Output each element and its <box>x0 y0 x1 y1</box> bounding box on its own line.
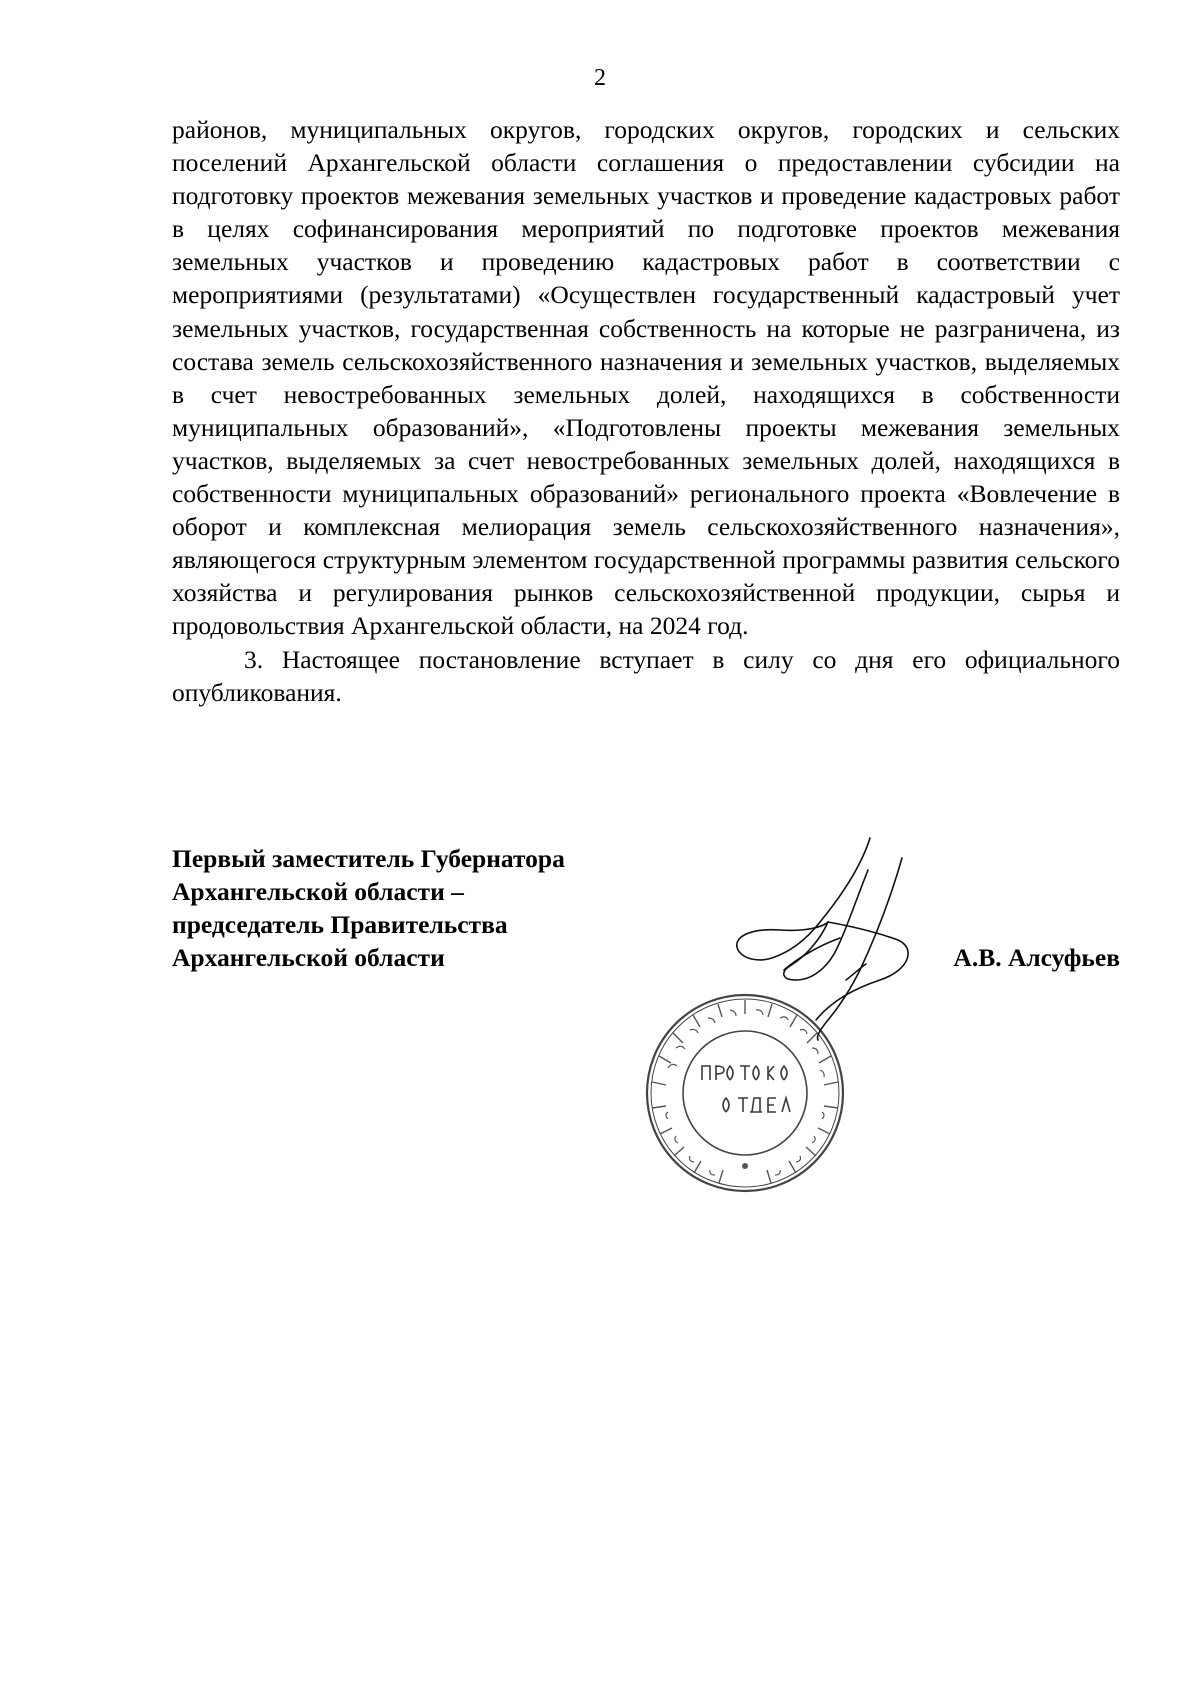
signer-position-line: Архангельской области – <box>172 877 464 906</box>
signer-position-line: председатель Правительства <box>172 910 508 939</box>
signer-name: А.В. Алсуфьев <box>953 943 1120 972</box>
signer-position <box>172 842 565 974</box>
handwritten-signature <box>720 830 930 1050</box>
paragraph-item-3: 3. Настоящее постановление вступает в силу со дня его официального опубликования. <box>172 644 1120 707</box>
signer-position-line: Первый заместитель Губернатора <box>172 844 565 873</box>
paragraph-continuation: районов, муниципальных округов, городских округов, городских и сельских поселений Архангельской области соглашения о предоставлении субсидии на подготовку проектов межевания земельных участков и проведение кадастровых работ в целях софинансирования мероприятий по подготовке проектов межевания земельных участков и проведению кадастровых работ в соответствии с мероприятиями (результатами) «Осуществлен государственный кадастровый учет земельных участков, государственная собственность на которые не разграничена, из состава земель сельскохозяйственного назначения и земельных участков, выделяемых в счет невостребованных земельных долей, находящихся в собственности муниципальных образований», «Подготовлены проекты межевания земельных участков, выделяемых за счет невостребованных земельных долей, находящихся в собственности муниципальных образований» регионального проекта «Вовлечение в оборот и комплексная мелиорация земель сельскохозяйственного назначения», являющегося структурным элементом государственной программы развития сельского хозяйства и регулирования рынков сельскохозяйственной продукции, сырья и продовольствия Архангельской области, на 2024 год. <box>172 115 1120 641</box>
page-number: 2 <box>594 65 606 91</box>
signer-position-line: Архангельской области <box>172 943 445 972</box>
document-body <box>172 113 1120 709</box>
